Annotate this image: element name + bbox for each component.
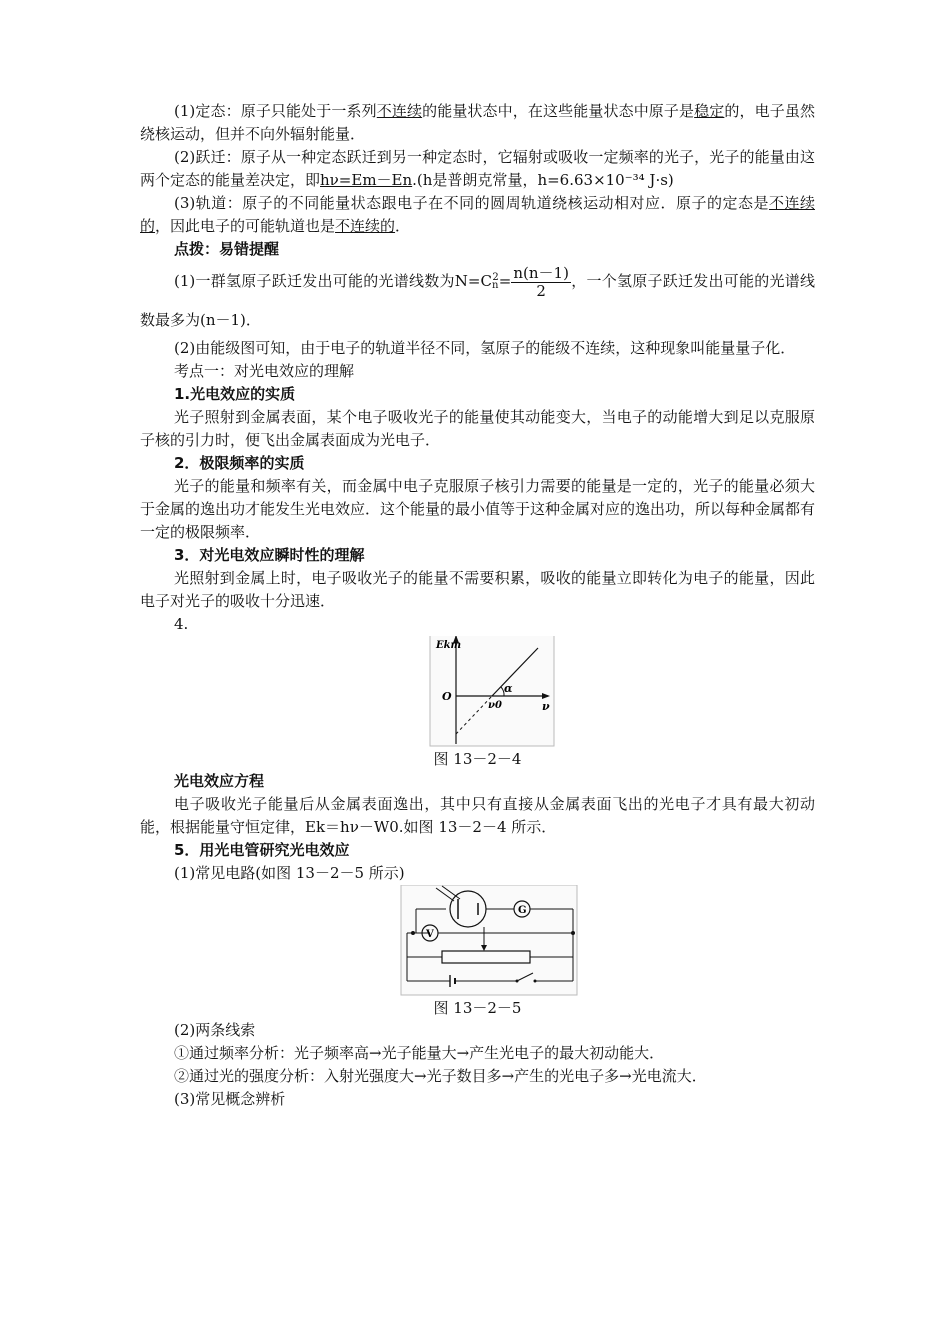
label-nu0: ν0 <box>488 700 502 711</box>
label-alpha: α <box>504 682 513 695</box>
underline-discontinuous: 不连续 <box>376 102 423 120</box>
topic-title: 考点一：对光电效应的理解 <box>174 362 355 380</box>
paragraph-essence: 光子照射到金属表面，某个电子吸收光子的能量使其动能变大，当电子的动能增大到足以克服原子核的引力时，便飞出金属表面成为光电子． <box>140 408 815 449</box>
paragraph-stationary-state: (1)定态：原子只能处于一系列不连续的能量状态中，在这些能量状态中原子是稳定的，电子虽然绕核运动，但并不向外辐射能量． <box>140 102 815 143</box>
underline-discontinuous-2: 不连续的 <box>140 194 815 235</box>
caption-figure-13-2-4: 图 13－2－4 <box>433 750 522 768</box>
document-page <box>140 100 815 1111</box>
label-nu: ν <box>542 700 550 713</box>
line-concepts: (3)常见概念辨析 <box>174 1090 286 1108</box>
junction-left <box>411 931 415 935</box>
fraction-n-n-1-over-2: $\frac{n(n-1)}{2}$ <box>513 263 569 300</box>
label-voltmeter: V <box>426 929 434 940</box>
paragraph-spectral-lines: (1)一群氢原子跃迁发出可能的光谱线数为$N=C_n^2=$ $\frac{n(n-1)}{2}$ ，一个氢原子跃迁发出可能的光谱线数最多为(n－1)． <box>140 263 815 329</box>
paragraph-quantization: (2)由能级图可知，由于电子的轨道半径不同，氢原子的能级不连续，这种现象叫能量量子化． <box>174 339 796 357</box>
heading-essence: 1.光电效应的实质 <box>174 385 296 403</box>
formula-energy-difference: hν=Em－En <box>320 171 413 189</box>
underline-discontinuous-3: 不连续的 <box>335 217 396 235</box>
heading-phototube: 5．用光电管研究光电效应 <box>174 841 350 859</box>
paragraph-equation: 电子吸收光子能量后从金属表面逸出，其中只有直接从金属表面飞出的光电子才具有最大初动能，根据能量守恒定律，Ek＝hν－W0.如图 13－2－4 所示． <box>140 795 815 836</box>
line-frequency-analysis: ①通过频率分析：光子频率高→光子能量大→产生光电子的最大初动能大． <box>174 1044 665 1062</box>
heading-tips: 点拨：易错提醒 <box>174 240 280 258</box>
figure-circuit <box>140 885 815 997</box>
figure-ek-nu-graph <box>140 636 815 748</box>
ek-nu-graph <box>140 636 815 748</box>
heading-instantaneous: 3．对光电效应瞬时性的理解 <box>174 546 365 564</box>
label-galvanometer: G <box>518 905 527 916</box>
item-number-4: 4. <box>174 615 189 633</box>
paragraph-transition: (2)跃迁：原子从一种定态跃迁到另一种定态时，它辐射或吸收一定频率的光子，光子的能量由这两个定态的能量差决定，即hν=Em－En.(h是普朗克常量，h=6.63×10⁻³⁴ J·s) <box>140 148 815 189</box>
label-ek: Ekm <box>436 640 462 651</box>
line-intensity-analysis: ②通过光的强度分析：入射光强度大→光子数目多→产生的光电子多→光电流大． <box>174 1067 707 1085</box>
caption-figure-13-2-5: 图 13－2－5 <box>433 999 522 1017</box>
paragraph-orbit: (3)轨道：原子的不同能量状态跟电子在不同的圆周轨道绕核运动相对应．原子的定态是不连续的，因此电子的可能轨道也是不连续的． <box>140 194 815 235</box>
heading-equation: 光电效应方程 <box>174 772 265 790</box>
paragraph-instantaneous: 光照射到金属上时，电子吸收光子的能量不需要积累，吸收的能量立即转化为电子的能量，因此电子对光子的吸收十分迅速． <box>140 569 815 610</box>
label-origin: O <box>442 690 452 703</box>
underline-stable: 稳定 <box>694 102 725 120</box>
heading-threshold: 2．极限频率的实质 <box>174 454 305 472</box>
line-common-circuit: (1)常见电路(如图 13－2－5 所示) <box>174 864 405 882</box>
line-two-clues: (2)两条线索 <box>174 1021 256 1039</box>
phototube-circuit <box>140 885 815 997</box>
paragraph-threshold: 光子的能量和频率有关，而金属中电子克服原子核引力需要的能量是一定的，光子的能量必须大于金属的逸出功才能发生光电效应．这个能量的最小值等于这种金属对应的逸出功，所以每种金属都有一定的极限频率． <box>140 477 816 541</box>
